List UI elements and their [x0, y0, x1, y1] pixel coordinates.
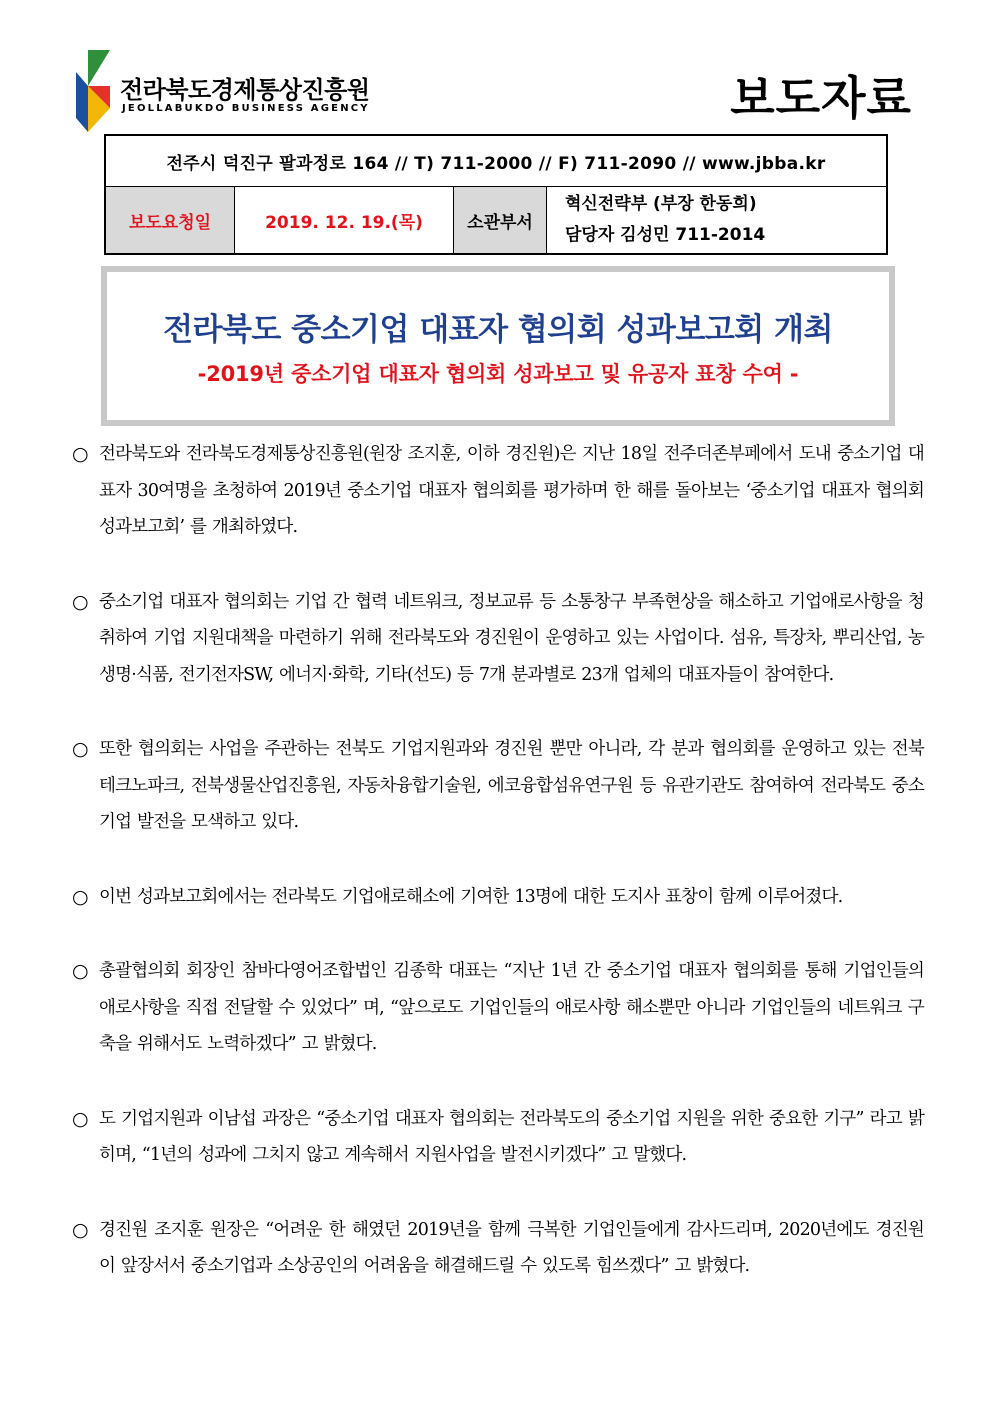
paragraph	[72, 1101, 924, 1174]
bullet-circle-icon: ○	[72, 738, 88, 760]
org-logo	[70, 46, 370, 136]
paragraph-text: 이번 성과보고회에서는 전라북도 기업애로해소에 기여한 13명에 대한 도지사 표창이 함께 이루어졌다.	[99, 886, 843, 907]
paragraph	[72, 879, 924, 916]
contact-info-table	[104, 134, 888, 255]
paragraph-text: 총괄협의회 회장인 참바다영어조합법인 김종학 대표는 “지난 1년 간 중소기업 대표자 협의회를 통해 기업인들의 애로사항을 직접 전달할 수 있었다” 며, “앞으로도 기업인들의 애로사항 해소뿐만 아니라 기업인들의 네트워크 구축을 위해서도 노력하겠다” 고 밝혔다.	[99, 961, 924, 1054]
bullet-circle-icon: ○	[72, 1218, 88, 1241]
bullet-circle-icon: ○	[72, 885, 88, 908]
address-line: 전주시 덕진구 팔과정로 164 // T) 711-2000 // F) 711-2090 // www.jbba.kr	[105, 135, 887, 187]
department-label: 소관부서	[454, 187, 547, 255]
bullet-circle-icon: ○	[72, 1107, 88, 1130]
org-name: 전라북도경제통상진흥원	[120, 76, 370, 104]
bullet-circle-icon: ○	[72, 960, 88, 982]
contact-person: 담당자 김성민 711-2014	[565, 225, 766, 245]
department-info	[547, 187, 888, 255]
paragraph	[72, 1212, 924, 1285]
bullet-circle-icon: ○	[72, 590, 88, 613]
document-type-title: 보도자료	[730, 71, 912, 125]
release-date: 2019. 12. 19.(목)	[235, 187, 454, 255]
department-head: 혁신전략부 (부장 한동희)	[565, 194, 757, 214]
paragraph-text: 경진원 조지훈 원장은 “어려운 한 해였던 2019년을 함께 극복한 기업인들에게 감사드리며, 2020년에도 경진원이 앞장서서 중소기업과 소상공인의 어려움을 해결해드릴 수 있도록 힘쓰겠다” 고 밝혔다.	[99, 1219, 924, 1276]
headline-box	[101, 266, 895, 426]
bullet-circle-icon: ○	[72, 443, 88, 465]
article-body	[72, 436, 924, 1323]
paragraph-text: 도 기업지원과 이남섭 과장은 “중소기업 대표자 협의회는 전라북도의 중소기업 지원을 위한 중요한 기구” 라고 밝히며, “1년의 성과에 그치지 않고 계속해서 지원사업을 발전시키겠다” 고 말했다.	[99, 1108, 924, 1165]
org-name-english: JEOLLABUKDO BUSINESS AGENCY	[122, 103, 370, 114]
paragraph	[72, 584, 924, 694]
paragraph	[72, 953, 924, 1063]
paragraph-text: 전라북도와 전라북도경제통상진흥원(원장 조지훈, 이하 경진원)은 지난 18일 전주더존부페에서 도내 중소기업 대표자 30여명을 초청하여 2019년 중소기업 대표자 협의회를 평가하며 한 해를 돌아보는 ‘중소기업 대표자 협의회 성과보고회’ 를 개최하였다.	[99, 444, 924, 537]
paragraph-text: 중소기업 대표자 협의회는 기업 간 협력 네트워크, 정보교류 등 소통창구 부족현상을 해소하고 기업애로사항을 청취하여 기업 지원대책을 마련하기 위해 전라북도와 경진원이 운영하고 있는 사업이다. 섬유, 특장차, 뿌리산업, 농생명·식품, 전기전자SW, 에너지·화학, 기타(선도) 등 7개 분과별로 23개 업체의 대표자들이 참여한다.	[99, 591, 924, 685]
headline: 전라북도 중소기업 대표자 협의회 성과보고회 개최	[163, 312, 833, 348]
agency-logo-icon	[70, 46, 114, 136]
subheadline: -2019년 중소기업 대표자 협의회 성과보고 및 유공자 표창 수여 -	[197, 362, 799, 386]
release-date-label: 보도요청일	[105, 187, 235, 255]
paragraph-text: 또한 협의회는 사업을 주관하는 전북도 기업지원과와 경진원 뿐만 아니라, 각 분과 협의회를 운영하고 있는 전북테크노파크, 전북생물산업진흥원, 자동차융합기술원, 에코융합섬유연구원 등 유관기관도 참여하여 전라북도 중소기업 발전을 모색하고 있다.	[99, 739, 924, 832]
paragraph	[72, 436, 924, 546]
paragraph	[72, 731, 924, 841]
